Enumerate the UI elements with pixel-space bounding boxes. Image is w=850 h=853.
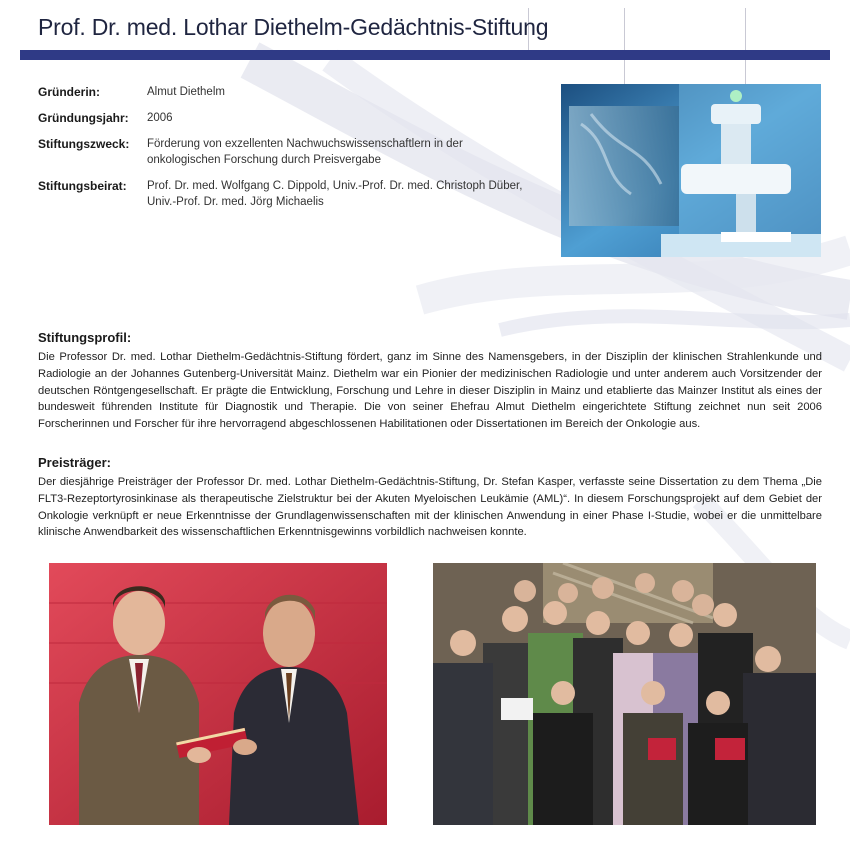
- foundation-info: [38, 84, 538, 220]
- section-text: Der diesjährige Preisträger der Professor Dr. med. Lothar Diethelm-Gedächtnis-Stiftung, Dr. Stefan Kasper, verfasste seine Dissertation zu dem Thema „Die FLT3-Rezeptortyrosinkinase als therapeutische Zielstruktur bei der Akuten Myeloischen Leukämie (AML)“. In diesem Forschungsprojekt auf dem Gebiet der Onkologie verknüpft er neue Erkenntnisse der Grundlagenwissenschaften mit der klinischen Anwendung in einer Phase I-Studie, wobei er die unmittelbare klinische Anwendbarkeit des wissenschaftlichen Erkenntnisgewinns vorbildlich nachweisen konnte.: [38, 476, 822, 539]
- section-heading: Stiftungsprofil:: [38, 330, 132, 345]
- foundation-profile-section: [38, 330, 822, 433]
- page-title: Prof. Dr. med. Lothar Diethelm-Gedächtnis-Stiftung: [38, 14, 549, 40]
- section-text: Die Professor Dr. med. Lothar Diethelm-Gedächtnis-Stiftung fördert, ganz im Sinne des Namensgebers, in der Disziplin der klinischen Strahlenkunde und Radiologie an der Johannes Gutenberg-Universität Mainz. Diethelm war ein Pionier der medizinischen Radiologie und unter anderem auch Vorsitzender der deutschen Röntgengesellschaft. Er prägte die Entwicklung, Forschung und Lehre in dieser Disziplin in Mainz und etablierte das Mainzer Institut als eines der bundesweit führenden Institute für Diagnostik und Therapie. Die von seiner Ehefrau Almut Diethelm eingerichtete Stiftung zeichnet nun seit 2006 Forscherinnen und Forscher für ihre hervorragend abgeschlossenen Habilitationen oder Dissertationen im Bereich der Onkologie aus.: [38, 351, 822, 431]
- section-heading: Preisträger:: [38, 455, 111, 470]
- info-row-founder: [38, 84, 538, 100]
- info-value: Almut Diethelm: [147, 86, 225, 98]
- info-value: Prof. Dr. med. Wolfgang C. Dippold, Univ.-Prof. Dr. med. Christoph Düber, Univ.-Prof. Dr. med. Jörg Michaelis: [147, 180, 523, 208]
- info-value: 2006: [147, 112, 173, 124]
- info-row-purpose: [38, 136, 538, 168]
- divider-line: [624, 8, 625, 88]
- microscope-photo: [561, 84, 821, 257]
- prize-winner-section: [38, 455, 822, 541]
- info-row-board: [38, 178, 538, 210]
- group-photo: [433, 563, 816, 825]
- info-label: Gründungsjahr:: [38, 111, 129, 125]
- info-label: Stiftungsbeirat:: [38, 179, 127, 193]
- info-label: Gründerin:: [38, 85, 100, 99]
- title-accent-bar: [20, 50, 830, 60]
- info-label: Stiftungszweck:: [38, 137, 130, 151]
- info-value: Förderung von exzellenten Nachwuchswissenschaftlern in der onkologischen Forschung durch Preisvergabe: [147, 138, 463, 166]
- divider-line: [745, 8, 746, 88]
- info-row-year: [38, 110, 538, 126]
- award-handover-photo: [49, 563, 387, 825]
